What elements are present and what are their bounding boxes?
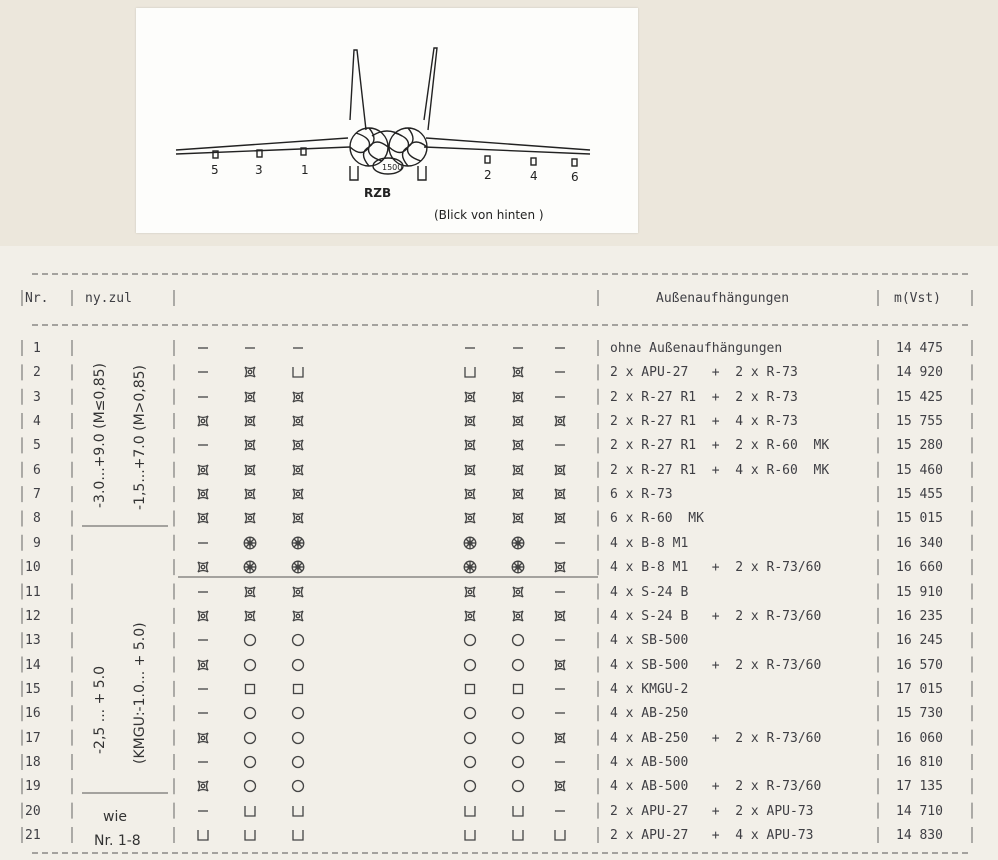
row-19-station-4-circle-icon bbox=[511, 779, 525, 793]
row-15-mass: 17 015 bbox=[896, 681, 943, 697]
station-label-3: 3 bbox=[255, 163, 263, 177]
row-3-station-2-star-icon bbox=[463, 390, 477, 404]
row-2-station-5-dash-icon bbox=[196, 365, 210, 379]
row-4-station-6-star-icon bbox=[553, 414, 567, 428]
row-2-station-1-square-icon bbox=[291, 365, 305, 379]
row-21-station-5-square-icon bbox=[196, 828, 210, 842]
row-13-station-4-circle-icon bbox=[511, 633, 525, 647]
row-7-mass: 15 455 bbox=[896, 487, 943, 503]
row-4-station-4-star-icon bbox=[511, 414, 525, 428]
row-14-description: 4 x SB-500 + 2 x R-73/60 bbox=[610, 657, 822, 673]
row-8-station-6-star-icon bbox=[553, 511, 567, 525]
row-1-station-6-dash-icon bbox=[553, 341, 567, 355]
header-mass: m(Vst) bbox=[894, 291, 941, 306]
center-tank-label: 1500 bbox=[382, 163, 403, 172]
row-12-station-1-star-icon bbox=[291, 609, 305, 623]
row-17-description: 4 x AB-250 + 2 x R-73/60 bbox=[610, 730, 822, 746]
row-18-station-6-dash-icon bbox=[553, 755, 567, 769]
row-21-station-3-square-icon bbox=[243, 828, 257, 842]
row-15-station-6-dash-icon bbox=[553, 682, 567, 696]
row-21-description: 2 x APU-27 + 4 x APU-73 bbox=[610, 828, 814, 843]
row-4-station-3-star-icon bbox=[243, 414, 257, 428]
row-13-station-5-dash-icon bbox=[196, 633, 210, 647]
row-9-station-3-wheel-icon bbox=[243, 536, 257, 550]
row-6-station-1-star-icon bbox=[291, 463, 305, 477]
row-20-station-4-square-icon bbox=[511, 804, 525, 818]
row-2-station-2-square-icon bbox=[463, 365, 477, 379]
row-14-nr: 14 bbox=[25, 657, 41, 673]
row-19-station-3-circle-icon bbox=[243, 779, 257, 793]
row-5-nr: 5 bbox=[33, 438, 41, 454]
row-3-mass: 15 425 bbox=[896, 389, 943, 405]
row-15-station-5-dash-icon bbox=[196, 682, 210, 696]
row-14-station-1-circle-icon bbox=[291, 658, 305, 672]
row-10-station-2-wheel-icon bbox=[463, 560, 477, 574]
row-12-station-3-star-icon bbox=[243, 609, 257, 623]
row-5-station-5-dash-icon bbox=[196, 438, 210, 452]
row-3-station-3-star-icon bbox=[243, 390, 257, 404]
row-20-station-6-dash-icon bbox=[553, 804, 567, 818]
row-4-description: 2 x R-27 R1 + 4 x R-73 bbox=[610, 414, 798, 430]
row-2-mass: 14 920 bbox=[896, 365, 943, 381]
row-19-station-6-star-icon bbox=[553, 779, 567, 793]
row-6-description: 2 x R-27 R1 + 4 x R-60 MK bbox=[610, 462, 830, 478]
row-19-station-5-star-icon bbox=[196, 779, 210, 793]
station-label-4: 4 bbox=[530, 169, 538, 183]
row-2-description: 2 x APU-27 + 2 x R-73 bbox=[610, 365, 798, 381]
row-5-station-4-star-icon bbox=[511, 438, 525, 452]
row-10-station-4-wheel-icon bbox=[511, 560, 525, 574]
row-12-station-5-star-icon bbox=[196, 609, 210, 623]
row-21-nr: 21 bbox=[25, 828, 41, 843]
row-20-station-1-square-icon bbox=[291, 804, 305, 818]
row-21-station-2-square-icon bbox=[463, 828, 477, 842]
row-11-mass: 15 910 bbox=[896, 584, 943, 600]
row-1-station-3-dash-icon bbox=[243, 341, 257, 355]
row-2-station-6-dash-icon bbox=[553, 365, 567, 379]
row-4-station-2-star-icon bbox=[463, 414, 477, 428]
row-20-mass: 14 710 bbox=[896, 803, 943, 819]
row-8-station-3-star-icon bbox=[243, 511, 257, 525]
row-15-station-1-box-icon bbox=[291, 682, 305, 696]
row-7-station-4-star-icon bbox=[511, 487, 525, 501]
row-10-description: 4 x B-8 M1 + 2 x R-73/60 bbox=[610, 560, 822, 576]
row-16-station-3-circle-icon bbox=[243, 706, 257, 720]
row-7-description: 6 x R-73 bbox=[610, 487, 673, 503]
station-label-2: 2 bbox=[484, 168, 492, 182]
row-21-mass: 14 830 bbox=[896, 828, 943, 843]
row-18-station-4-circle-icon bbox=[511, 755, 525, 769]
row-18-station-1-circle-icon bbox=[291, 755, 305, 769]
row-16-mass: 15 730 bbox=[896, 706, 943, 722]
row-19-description: 4 x AB-500 + 2 x R-73/60 bbox=[610, 779, 822, 795]
row-8-station-5-star-icon bbox=[196, 511, 210, 525]
row-2-station-4-star-icon bbox=[511, 365, 525, 379]
header-ny: ny.zul bbox=[85, 291, 132, 306]
row-15-station-4-box-icon bbox=[511, 682, 525, 696]
row-9-station-2-wheel-icon bbox=[463, 536, 477, 550]
row-10-station-5-star-icon bbox=[196, 560, 210, 574]
row-12-station-4-star-icon bbox=[511, 609, 525, 623]
row-20-nr: 20 bbox=[25, 803, 41, 819]
row-16-station-6-dash-icon bbox=[553, 706, 567, 720]
row-14-mass: 16 570 bbox=[896, 657, 943, 673]
row-12-nr: 12 bbox=[25, 608, 41, 624]
row-6-station-2-star-icon bbox=[463, 463, 477, 477]
row-6-nr: 6 bbox=[33, 462, 41, 478]
row-6-station-5-star-icon bbox=[196, 463, 210, 477]
row-18-description: 4 x AB-500 bbox=[610, 754, 689, 770]
ny-group-1b: -1,5...+7.0 (M>0,85) bbox=[132, 364, 148, 510]
row-19-station-1-circle-icon bbox=[291, 779, 305, 793]
row-10-nr: 10 bbox=[25, 560, 41, 576]
row-17-station-5-star-icon bbox=[196, 731, 210, 745]
row-13-station-3-circle-icon bbox=[243, 633, 257, 647]
row-20-station-3-square-icon bbox=[243, 804, 257, 818]
row-17-nr: 17 bbox=[25, 730, 41, 746]
row-8-station-2-star-icon bbox=[463, 511, 477, 525]
ny-group-3b: Nr. 1-8 bbox=[94, 833, 141, 849]
row-14-station-3-circle-icon bbox=[243, 658, 257, 672]
station-label-5: 5 bbox=[211, 163, 219, 177]
row-16-description: 4 x AB-250 bbox=[610, 706, 689, 722]
row-11-station-5-dash-icon bbox=[196, 585, 210, 599]
row-10-station-3-wheel-icon bbox=[243, 560, 257, 574]
row-4-nr: 4 bbox=[33, 414, 41, 430]
row-1-station-4-dash-icon bbox=[511, 341, 525, 355]
row-13-station-1-circle-icon bbox=[291, 633, 305, 647]
row-5-mass: 15 280 bbox=[896, 438, 943, 454]
row-7-station-2-star-icon bbox=[463, 487, 477, 501]
row-5-description: 2 x R-27 R1 + 2 x R-60 MK bbox=[610, 438, 830, 454]
row-15-description: 4 x KMGU-2 bbox=[610, 681, 689, 697]
row-9-description: 4 x B-8 M1 bbox=[610, 535, 689, 551]
row-19-nr: 19 bbox=[25, 779, 41, 795]
row-21-station-4-square-icon bbox=[511, 828, 525, 842]
ny-group-2a: -2,5 ... + 5.0 bbox=[92, 665, 108, 754]
row-18-mass: 16 810 bbox=[896, 754, 943, 770]
row-20-station-2-square-icon bbox=[463, 804, 477, 818]
row-8-nr: 8 bbox=[33, 511, 41, 527]
row-1-station-1-dash-icon bbox=[291, 341, 305, 355]
row-7-station-3-star-icon bbox=[243, 487, 257, 501]
row-4-station-5-star-icon bbox=[196, 414, 210, 428]
row-5-station-2-star-icon bbox=[463, 438, 477, 452]
row-17-station-2-circle-icon bbox=[463, 731, 477, 745]
row-17-station-6-star-icon bbox=[553, 731, 567, 745]
row-17-station-4-circle-icon bbox=[511, 731, 525, 745]
row-2-station-3-star-icon bbox=[243, 365, 257, 379]
row-2-nr: 2 bbox=[33, 365, 41, 381]
row-18-station-3-circle-icon bbox=[243, 755, 257, 769]
row-13-nr: 13 bbox=[25, 633, 41, 649]
row-9-station-1-wheel-icon bbox=[291, 536, 305, 550]
row-11-nr: 11 bbox=[25, 584, 41, 600]
row-14-station-6-star-icon bbox=[553, 658, 567, 672]
row-1-station-2-dash-icon bbox=[463, 341, 477, 355]
row-4-station-1-star-icon bbox=[291, 414, 305, 428]
row-7-nr: 7 bbox=[33, 487, 41, 503]
row-5-station-3-star-icon bbox=[243, 438, 257, 452]
row-8-mass: 15 015 bbox=[896, 511, 943, 527]
row-3-station-4-star-icon bbox=[511, 390, 525, 404]
row-3-station-6-dash-icon bbox=[553, 390, 567, 404]
row-7-station-5-star-icon bbox=[196, 487, 210, 501]
row-3-description: 2 x R-27 R1 + 2 x R-73 bbox=[610, 389, 798, 405]
aircraft-diagram-card bbox=[136, 8, 638, 233]
row-11-station-4-star-icon bbox=[511, 585, 525, 599]
row-18-nr: 18 bbox=[25, 754, 41, 770]
row-13-station-6-dash-icon bbox=[553, 633, 567, 647]
row-20-station-5-dash-icon bbox=[196, 804, 210, 818]
row-1-description: ohne Außenaufhängungen bbox=[610, 341, 783, 356]
row-9-mass: 16 340 bbox=[896, 535, 943, 551]
row-8-description: 6 x R-60 MK bbox=[610, 511, 704, 527]
row-11-description: 4 x S-24 B bbox=[610, 584, 689, 600]
row-17-station-1-circle-icon bbox=[291, 731, 305, 745]
row-18-station-5-dash-icon bbox=[196, 755, 210, 769]
row-6-station-4-star-icon bbox=[511, 463, 525, 477]
row-3-station-1-star-icon bbox=[291, 390, 305, 404]
header-nr: Nr. bbox=[25, 291, 49, 306]
row-12-mass: 16 235 bbox=[896, 608, 943, 624]
row-10-mass: 16 660 bbox=[896, 560, 943, 576]
row-16-station-4-circle-icon bbox=[511, 706, 525, 720]
loadout-table-sheet bbox=[0, 246, 998, 860]
row-19-mass: 17 135 bbox=[896, 779, 943, 795]
row-14-station-4-circle-icon bbox=[511, 658, 525, 672]
row-7-station-6-star-icon bbox=[553, 487, 567, 501]
view-direction-note: (Blick von hinten ) bbox=[434, 208, 544, 222]
row-5-station-6-dash-icon bbox=[553, 438, 567, 452]
row-6-station-3-star-icon bbox=[243, 463, 257, 477]
ny-group-2b: (KMGU:-1.0... + 5.0) bbox=[132, 622, 148, 764]
row-16-station-2-circle-icon bbox=[463, 706, 477, 720]
row-1-station-5-dash-icon bbox=[196, 341, 210, 355]
row-13-mass: 16 245 bbox=[896, 633, 943, 649]
station-label-6: 6 bbox=[571, 170, 579, 184]
row-10-station-1-wheel-icon bbox=[291, 560, 305, 574]
row-12-description: 4 x S-24 B + 2 x R-73/60 bbox=[610, 608, 822, 624]
row-5-station-1-star-icon bbox=[291, 438, 305, 452]
row-21-station-1-square-icon bbox=[291, 828, 305, 842]
center-station-label: RZB bbox=[364, 186, 392, 200]
row-15-station-3-box-icon bbox=[243, 682, 257, 696]
row-8-station-4-star-icon bbox=[511, 511, 525, 525]
row-17-mass: 16 060 bbox=[896, 730, 943, 746]
row-16-station-5-dash-icon bbox=[196, 706, 210, 720]
row-15-station-2-box-icon bbox=[463, 682, 477, 696]
row-11-station-3-star-icon bbox=[243, 585, 257, 599]
row-7-station-1-star-icon bbox=[291, 487, 305, 501]
row-11-station-6-dash-icon bbox=[553, 585, 567, 599]
row-1-nr: 1 bbox=[33, 341, 41, 356]
row-20-description: 2 x APU-27 + 2 x APU-73 bbox=[610, 803, 814, 819]
header-ext: Außenaufhängungen bbox=[656, 291, 790, 306]
row-13-station-2-circle-icon bbox=[463, 633, 477, 647]
row-14-station-2-circle-icon bbox=[463, 658, 477, 672]
row-3-nr: 3 bbox=[33, 389, 41, 405]
row-16-station-1-circle-icon bbox=[291, 706, 305, 720]
row-19-station-2-circle-icon bbox=[463, 779, 477, 793]
row-15-nr: 15 bbox=[25, 681, 41, 697]
row-11-station-2-star-icon bbox=[463, 585, 477, 599]
station-label-1: 1 bbox=[301, 163, 309, 177]
ny-group-3a: wie bbox=[103, 809, 127, 825]
row-11-station-1-star-icon bbox=[291, 585, 305, 599]
table-ruling bbox=[0, 246, 998, 860]
row-18-station-2-circle-icon bbox=[463, 755, 477, 769]
row-6-mass: 15 460 bbox=[896, 462, 943, 478]
row-9-station-5-dash-icon bbox=[196, 536, 210, 550]
row-17-station-3-circle-icon bbox=[243, 731, 257, 745]
row-9-nr: 9 bbox=[33, 535, 41, 551]
row-12-station-2-star-icon bbox=[463, 609, 477, 623]
row-1-mass: 14 475 bbox=[896, 341, 943, 356]
row-4-mass: 15 755 bbox=[896, 414, 943, 430]
row-12-station-6-star-icon bbox=[553, 609, 567, 623]
row-21-station-6-square-icon bbox=[553, 828, 567, 842]
row-9-station-6-dash-icon bbox=[553, 536, 567, 550]
row-9-station-4-wheel-icon bbox=[511, 536, 525, 550]
row-8-station-1-star-icon bbox=[291, 511, 305, 525]
row-6-station-6-star-icon bbox=[553, 463, 567, 477]
ny-group-1a: -3.0...+9.0 (M≤0,85) bbox=[92, 362, 108, 508]
row-14-station-5-star-icon bbox=[196, 658, 210, 672]
row-16-nr: 16 bbox=[25, 706, 41, 722]
row-13-description: 4 x SB-500 bbox=[610, 633, 689, 649]
row-10-station-6-star-icon bbox=[553, 560, 567, 574]
row-3-station-5-dash-icon bbox=[196, 390, 210, 404]
